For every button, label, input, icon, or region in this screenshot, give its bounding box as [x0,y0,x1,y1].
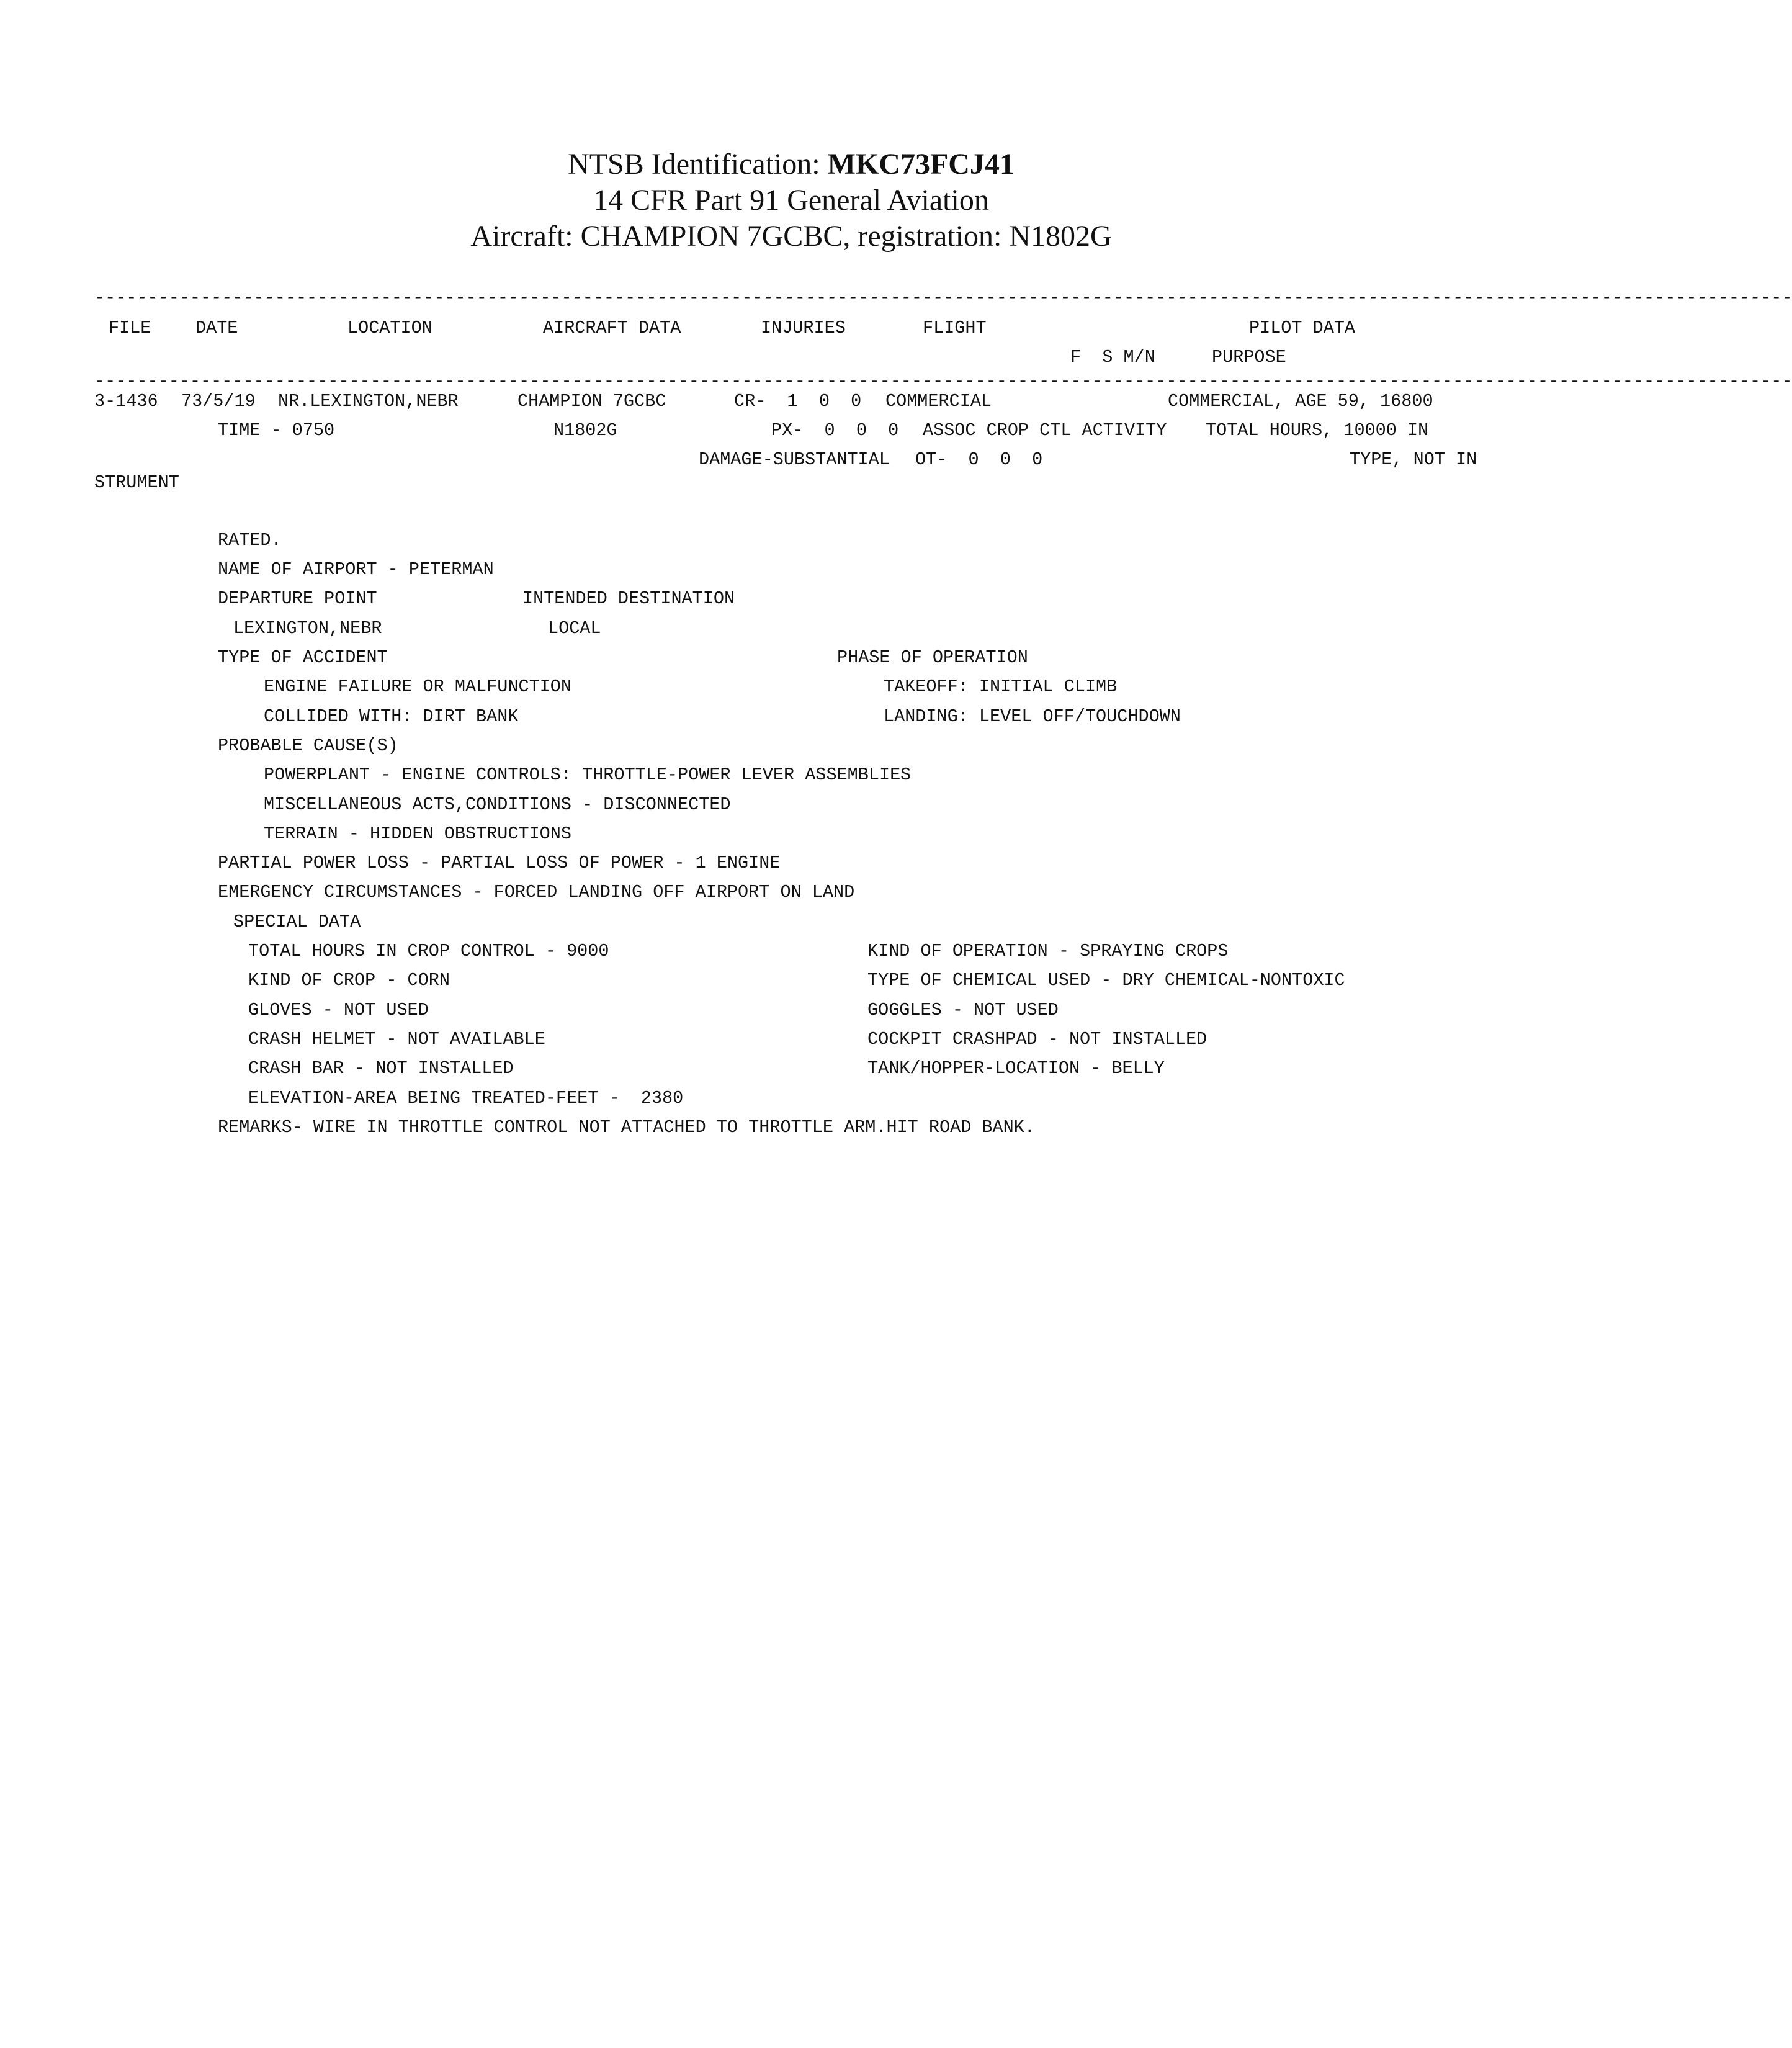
phase-1: TAKEOFF: INITIAL CLIMB [884,676,1118,697]
special-right-5: TANK/HOPPER-LOCATION - BELLY [867,1058,1165,1079]
record-file: 3-1436 [94,391,158,411]
special-right-3: GOGGLES - NOT USED [867,1000,1059,1020]
phase-label: PHASE OF OPERATION [837,647,1028,668]
col-location: LOCATION [347,318,432,338]
id-label: NTSB Identification: [568,148,828,181]
record-flight-2: ASSOC CROP CTL ACTIVITY [923,420,1167,441]
col-fsmn: F S M/N [1070,347,1155,367]
probable-cause-label: PROBABLE CAUSE(S) [218,735,398,756]
record-aircraft: CHAMPION 7GCBC [517,391,666,411]
col-date: DATE [195,318,238,338]
rated: RATED. [218,530,282,550]
record-injuries-px: PX- 0 0 0 [771,420,899,441]
record-pilot-2: TOTAL HOURS, 10000 IN [1206,420,1429,441]
departure-label: DEPARTURE POINT [218,588,377,609]
accident-type-label: TYPE OF ACCIDENT [218,647,388,668]
col-injuries: INJURIES [761,318,846,338]
rule-top: ---------------------------------------------------------------------------------------------------------------------------------------------------------------- [94,287,1792,308]
emergency-circumstances: EMERGENCY CIRCUMSTANCES - FORCED LANDING OFF AIRPORT ON LAND [218,882,855,902]
record-damage: DAMAGE-SUBSTANTIAL [699,449,890,470]
special-data-label: SPECIAL DATA [233,912,361,932]
record-time: TIME - 0750 [218,420,335,441]
partial-power-loss: PARTIAL POWER LOSS - PARTIAL LOSS OF POWER - 1 ENGINE [218,853,781,873]
record-injuries-ot: OT- 0 0 0 [915,449,1043,470]
special-left-5: CRASH BAR - NOT INSTALLED [248,1058,514,1079]
record-flight-1: COMMERCIAL [885,391,992,411]
record-pilot-3: TYPE, NOT IN [1350,449,1477,470]
special-right-4: COCKPIT CRASHPAD - NOT INSTALLED [867,1029,1207,1049]
departure-value: LEXINGTON,NEBR [233,618,382,639]
probable-cause-3: TERRAIN - HIDDEN OBSTRUCTIONS [264,824,571,844]
probable-cause-1: POWERPLANT - ENGINE CONTROLS: THROTTLE-POWER LEVER ASSEMBLIES [264,765,912,785]
record-registration: N1802G [553,420,617,441]
id-value: MKC73FCJ41 [827,148,1015,181]
special-left-3: GLOVES - NOT USED [248,1000,429,1020]
regulation-line: 14 CFR Part 91 General Aviation [593,184,989,217]
col-pilot-data: PILOT DATA [1249,318,1356,338]
rule-bottom: ---------------------------------------------------------------------------------------------------------------------------------------------------------------- [94,371,1792,392]
probable-cause-2: MISCELLANEOUS ACTS,CONDITIONS - DISCONNECTED [264,794,731,815]
elevation: ELEVATION-AREA BEING TREATED-FEET - 2380 [248,1088,684,1108]
record-date: 73/5/19 [181,391,256,411]
col-file: FILE [109,318,151,338]
remarks: REMARKS- WIRE IN THROTTLE CONTROL NOT ATTACHED TO THROTTLE ARM.HIT ROAD BANK. [218,1117,1035,1138]
record-location: NR.LEXINGTON,NEBR [278,391,459,411]
accident-type-2: COLLIDED WITH: DIRT BANK [264,706,519,727]
special-left-1: TOTAL HOURS IN CROP CONTROL - 9000 [248,941,609,961]
accident-type-1: ENGINE FAILURE OR MALFUNCTION [264,676,571,697]
phase-2: LANDING: LEVEL OFF/TOUCHDOWN [884,706,1181,727]
ntsb-identification [0,146,1582,182]
record-pilot-1: COMMERCIAL, AGE 59, 16800 [1168,391,1433,411]
destination-label: INTENDED DESTINATION [522,588,735,609]
record-injuries-cr: CR- 1 0 0 [734,391,862,411]
col-aircraft-data: AIRCRAFT DATA [543,318,681,338]
special-left-4: CRASH HELMET - NOT AVAILABLE [248,1029,545,1049]
airport-name: NAME OF AIRPORT - PETERMAN [218,559,494,580]
col-purpose: PURPOSE [1212,347,1286,367]
special-left-2: KIND OF CROP - CORN [248,970,450,990]
col-flight: FLIGHT [923,318,987,338]
record-pilot-4: STRUMENT [94,472,179,493]
special-right-2: TYPE OF CHEMICAL USED - DRY CHEMICAL-NONTOXIC [867,970,1345,990]
special-right-1: KIND OF OPERATION - SPRAYING CROPS [867,941,1229,961]
destination-value: LOCAL [548,618,601,639]
aircraft-line: Aircraft: CHAMPION 7GCBC, registration: N1802G [470,220,1112,253]
